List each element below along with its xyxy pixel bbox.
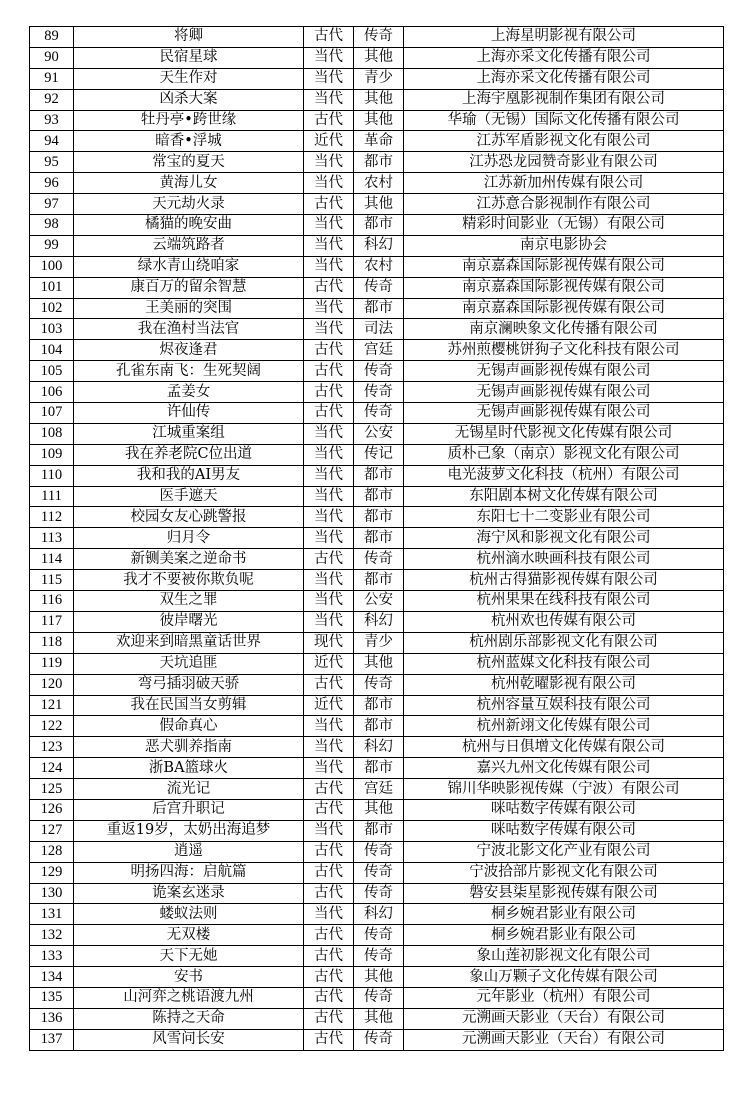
company-cell: 无锡声画影视传媒有限公司 [404, 403, 724, 424]
company-cell: 电光菠萝文化科技（杭州）有限公司 [404, 465, 724, 486]
company-cell: 杭州古得猫影视传媒有限公司 [404, 570, 724, 591]
company-cell: 杭州乾曜影视有限公司 [404, 674, 724, 695]
genre-cell: 其他 [354, 1008, 404, 1029]
row-number-cell: 137 [30, 1029, 74, 1050]
drama-title-cell: 浙BA篮球火 [74, 758, 304, 779]
row-number-cell: 109 [30, 444, 74, 465]
table-row [30, 674, 724, 695]
genre-cell: 传奇 [354, 277, 404, 298]
company-cell: 锦川华映影视传媒（宁波）有限公司 [404, 779, 724, 800]
drama-title-cell: 欢迎来到暗黑童话世界 [74, 632, 304, 653]
row-number-cell: 106 [30, 382, 74, 403]
era-cell: 古代 [304, 862, 354, 883]
genre-cell: 传奇 [354, 1029, 404, 1050]
drama-title-cell: 新铡美案之逆命书 [74, 549, 304, 570]
genre-cell: 都市 [354, 298, 404, 319]
era-cell: 当代 [304, 47, 354, 68]
era-cell: 当代 [304, 591, 354, 612]
company-cell: 江苏意合影视制作有限公司 [404, 194, 724, 215]
table-row [30, 319, 724, 340]
era-cell: 当代 [304, 215, 354, 236]
row-number-cell: 91 [30, 68, 74, 89]
row-number-cell: 93 [30, 110, 74, 131]
genre-cell: 都市 [354, 820, 404, 841]
company-cell: 南京澜映象文化传播有限公司 [404, 319, 724, 340]
row-number-cell: 114 [30, 549, 74, 570]
genre-cell: 传记 [354, 444, 404, 465]
row-number-cell: 113 [30, 528, 74, 549]
drama-title-cell: 重返19岁，太奶出海追梦 [74, 820, 304, 841]
company-cell: 咪咕数字传媒有限公司 [404, 820, 724, 841]
genre-cell: 其他 [354, 653, 404, 674]
genre-cell: 其他 [354, 799, 404, 820]
row-number-cell: 122 [30, 716, 74, 737]
row-number-cell: 134 [30, 967, 74, 988]
table-row [30, 820, 724, 841]
drama-title-cell: 民宿星球 [74, 47, 304, 68]
row-number-cell: 100 [30, 256, 74, 277]
row-number-cell: 135 [30, 987, 74, 1008]
era-cell: 现代 [304, 632, 354, 653]
table-row [30, 862, 724, 883]
drama-title-cell: 诡案玄迷录 [74, 883, 304, 904]
company-cell: 象山莲初影视文化有限公司 [404, 946, 724, 967]
company-cell: 桐乡婉君影业有限公司 [404, 904, 724, 925]
era-cell: 古代 [304, 27, 354, 48]
genre-cell: 科幻 [354, 611, 404, 632]
row-number-cell: 112 [30, 507, 74, 528]
table-row [30, 883, 724, 904]
company-cell: 杭州与日俱增文化传媒有限公司 [404, 737, 724, 758]
era-cell: 古代 [304, 549, 354, 570]
era-cell: 当代 [304, 152, 354, 173]
row-number-cell: 126 [30, 799, 74, 820]
table-row [30, 361, 724, 382]
company-cell: 无锡星时代影视文化传媒有限公司 [404, 423, 724, 444]
era-cell: 近代 [304, 131, 354, 152]
genre-cell: 传奇 [354, 549, 404, 570]
drama-title-cell: 许仙传 [74, 403, 304, 424]
drama-title-cell: 假命真心 [74, 716, 304, 737]
era-cell: 当代 [304, 423, 354, 444]
drama-title-cell: 常宝的夏天 [74, 152, 304, 173]
table-row [30, 528, 724, 549]
drama-title-cell: 后宫升职记 [74, 799, 304, 820]
genre-cell: 都市 [354, 215, 404, 236]
company-cell: 南京电影协会 [404, 235, 724, 256]
drama-title-cell: 将卿 [74, 27, 304, 48]
drama-title-cell: 明扬四海：启航篇 [74, 862, 304, 883]
row-number-cell: 115 [30, 570, 74, 591]
drama-title-cell: 弯弓插羽破天骄 [74, 674, 304, 695]
table-row [30, 695, 724, 716]
era-cell: 当代 [304, 486, 354, 507]
drama-title-cell: 天下无她 [74, 946, 304, 967]
drama-title-cell: 江城重案组 [74, 423, 304, 444]
company-cell: 杭州蓝媒文化科技有限公司 [404, 653, 724, 674]
row-number-cell: 136 [30, 1008, 74, 1029]
genre-cell: 青少 [354, 68, 404, 89]
drama-title-cell: 医手遮天 [74, 486, 304, 507]
genre-cell: 公安 [354, 423, 404, 444]
era-cell: 近代 [304, 653, 354, 674]
company-cell: 元溯画天影业（天台）有限公司 [404, 1029, 724, 1050]
table-row [30, 215, 724, 236]
table-row [30, 465, 724, 486]
row-number-cell: 101 [30, 277, 74, 298]
era-cell: 古代 [304, 841, 354, 862]
row-number-cell: 117 [30, 611, 74, 632]
table-row [30, 277, 724, 298]
table-row [30, 987, 724, 1008]
row-number-cell: 116 [30, 591, 74, 612]
table-row [30, 507, 724, 528]
row-number-cell: 119 [30, 653, 74, 674]
genre-cell: 都市 [354, 528, 404, 549]
era-cell: 当代 [304, 465, 354, 486]
table-row [30, 47, 724, 68]
row-number-cell: 123 [30, 737, 74, 758]
drama-title-cell: 天元劫火录 [74, 194, 304, 215]
drama-title-cell: 牡丹亭•跨世缘 [74, 110, 304, 131]
table-body [30, 27, 724, 1051]
genre-cell: 科幻 [354, 904, 404, 925]
table-row [30, 444, 724, 465]
table-row [30, 946, 724, 967]
company-cell: 杭州果果在线科技有限公司 [404, 591, 724, 612]
drama-title-cell: 流光记 [74, 779, 304, 800]
genre-cell: 都市 [354, 152, 404, 173]
company-cell: 宁波拾部片影视文化有限公司 [404, 862, 724, 883]
table-row [30, 131, 724, 152]
row-number-cell: 95 [30, 152, 74, 173]
company-cell: 杭州剧乐部影视文化有限公司 [404, 632, 724, 653]
table-row [30, 340, 724, 361]
company-cell: 东阳剧本树文化传媒有限公司 [404, 486, 724, 507]
company-cell: 苏州煎樱桃饼狗子文化科技有限公司 [404, 340, 724, 361]
genre-cell: 宫廷 [354, 779, 404, 800]
row-number-cell: 130 [30, 883, 74, 904]
era-cell: 当代 [304, 235, 354, 256]
row-number-cell: 103 [30, 319, 74, 340]
table-row [30, 1029, 724, 1050]
drama-title-cell: 王美丽的突围 [74, 298, 304, 319]
genre-cell: 青少 [354, 632, 404, 653]
era-cell: 古代 [304, 277, 354, 298]
era-cell: 古代 [304, 361, 354, 382]
table-row [30, 799, 724, 820]
row-number-cell: 125 [30, 779, 74, 800]
genre-cell: 传奇 [354, 382, 404, 403]
table-row [30, 173, 724, 194]
table-row [30, 841, 724, 862]
company-cell: 华瑜（无锡）国际文化传播有限公司 [404, 110, 724, 131]
era-cell: 当代 [304, 758, 354, 779]
era-cell: 古代 [304, 925, 354, 946]
row-number-cell: 94 [30, 131, 74, 152]
drama-title-cell: 风雪问长安 [74, 1029, 304, 1050]
drama-title-cell: 我在养老院C位出道 [74, 444, 304, 465]
drama-title-cell: 康百万的留余智慧 [74, 277, 304, 298]
drama-title-cell: 烬夜逢君 [74, 340, 304, 361]
row-number-cell: 104 [30, 340, 74, 361]
genre-cell: 传奇 [354, 987, 404, 1008]
company-cell: 上海星明影视有限公司 [404, 27, 724, 48]
drama-title-cell: 我和我的AI男友 [74, 465, 304, 486]
genre-cell: 农村 [354, 256, 404, 277]
era-cell: 当代 [304, 173, 354, 194]
row-number-cell: 120 [30, 674, 74, 695]
company-cell: 南京嘉森国际影视传媒有限公司 [404, 298, 724, 319]
company-cell: 宁波北影文化产业有限公司 [404, 841, 724, 862]
genre-cell: 都市 [354, 507, 404, 528]
era-cell: 古代 [304, 110, 354, 131]
company-cell: 海宁风和影视文化有限公司 [404, 528, 724, 549]
drama-title-cell: 我才不要被你欺负呢 [74, 570, 304, 591]
company-cell: 江苏军盾影视文化有限公司 [404, 131, 724, 152]
era-cell: 当代 [304, 820, 354, 841]
era-cell: 当代 [304, 716, 354, 737]
era-cell: 当代 [304, 507, 354, 528]
genre-cell: 都市 [354, 758, 404, 779]
company-cell: 杭州新翊文化传媒有限公司 [404, 716, 724, 737]
company-cell: 咪咕数字传媒有限公司 [404, 799, 724, 820]
company-cell: 无锡声画影视传媒有限公司 [404, 382, 724, 403]
drama-title-cell: 校园女友心跳警报 [74, 507, 304, 528]
table-row [30, 967, 724, 988]
era-cell: 当代 [304, 256, 354, 277]
table-row [30, 737, 724, 758]
genre-cell: 传奇 [354, 883, 404, 904]
drama-title-cell: 恶犬驯养指南 [74, 737, 304, 758]
drama-title-cell: 绿水青山绕咱家 [74, 256, 304, 277]
company-cell: 元年影业（杭州）有限公司 [404, 987, 724, 1008]
drama-title-cell: 双生之罪 [74, 591, 304, 612]
era-cell: 当代 [304, 298, 354, 319]
table-row [30, 68, 724, 89]
genre-cell: 传奇 [354, 403, 404, 424]
era-cell: 古代 [304, 946, 354, 967]
row-number-cell: 105 [30, 361, 74, 382]
era-cell: 当代 [304, 68, 354, 89]
era-cell: 古代 [304, 194, 354, 215]
drama-title-cell: 安书 [74, 967, 304, 988]
drama-title-cell: 天坑追匪 [74, 653, 304, 674]
table-row [30, 632, 724, 653]
row-number-cell: 89 [30, 27, 74, 48]
drama-title-cell: 凶杀大案 [74, 89, 304, 110]
row-number-cell: 99 [30, 235, 74, 256]
company-cell: 上海亦采文化传播有限公司 [404, 68, 724, 89]
genre-cell: 公安 [354, 591, 404, 612]
row-number-cell: 107 [30, 403, 74, 424]
row-number-cell: 124 [30, 758, 74, 779]
era-cell: 古代 [304, 799, 354, 820]
genre-cell: 都市 [354, 716, 404, 737]
genre-cell: 传奇 [354, 674, 404, 695]
era-cell: 当代 [304, 528, 354, 549]
drama-registry-table [29, 26, 724, 1051]
genre-cell: 农村 [354, 173, 404, 194]
row-number-cell: 108 [30, 423, 74, 444]
drama-title-cell: 黄海儿女 [74, 173, 304, 194]
table-row [30, 235, 724, 256]
drama-title-cell: 蝼蚁法则 [74, 904, 304, 925]
table-row [30, 194, 724, 215]
company-cell: 象山万颗子文化传媒有限公司 [404, 967, 724, 988]
row-number-cell: 129 [30, 862, 74, 883]
table-row [30, 758, 724, 779]
company-cell: 杭州欢也传媒有限公司 [404, 611, 724, 632]
table-row [30, 89, 724, 110]
company-cell: 嘉兴九州文化传媒有限公司 [404, 758, 724, 779]
era-cell: 当代 [304, 611, 354, 632]
era-cell: 古代 [304, 674, 354, 695]
era-cell: 古代 [304, 1008, 354, 1029]
drama-title-cell: 归月令 [74, 528, 304, 549]
drama-title-cell: 孟姜女 [74, 382, 304, 403]
row-number-cell: 110 [30, 465, 74, 486]
row-number-cell: 127 [30, 820, 74, 841]
drama-title-cell: 孔雀东南飞：生死契阔 [74, 361, 304, 382]
genre-cell: 都市 [354, 465, 404, 486]
genre-cell: 科幻 [354, 235, 404, 256]
table-row [30, 382, 724, 403]
era-cell: 古代 [304, 883, 354, 904]
genre-cell: 宫廷 [354, 340, 404, 361]
drama-title-cell: 暗香•浮城 [74, 131, 304, 152]
company-cell: 南京嘉森国际影视传媒有限公司 [404, 256, 724, 277]
row-number-cell: 128 [30, 841, 74, 862]
row-number-cell: 102 [30, 298, 74, 319]
table-row [30, 403, 724, 424]
company-cell: 桐乡婉君影业有限公司 [404, 925, 724, 946]
era-cell: 古代 [304, 1029, 354, 1050]
genre-cell: 传奇 [354, 862, 404, 883]
table-row [30, 298, 724, 319]
row-number-cell: 111 [30, 486, 74, 507]
table-row [30, 152, 724, 173]
row-number-cell: 131 [30, 904, 74, 925]
genre-cell: 其他 [354, 194, 404, 215]
row-number-cell: 90 [30, 47, 74, 68]
genre-cell: 科幻 [354, 737, 404, 758]
genre-cell: 都市 [354, 486, 404, 507]
row-number-cell: 98 [30, 215, 74, 236]
row-number-cell: 118 [30, 632, 74, 653]
genre-cell: 都市 [354, 695, 404, 716]
table-row [30, 716, 724, 737]
company-cell: 磐安县柒星影视传媒有限公司 [404, 883, 724, 904]
table-row [30, 570, 724, 591]
era-cell: 古代 [304, 382, 354, 403]
row-number-cell: 133 [30, 946, 74, 967]
drama-title-cell: 天生作对 [74, 68, 304, 89]
era-cell: 当代 [304, 319, 354, 340]
era-cell: 近代 [304, 695, 354, 716]
era-cell: 古代 [304, 340, 354, 361]
table-row [30, 591, 724, 612]
company-cell: 东阳七十二变影业有限公司 [404, 507, 724, 528]
table-row [30, 611, 724, 632]
genre-cell: 传奇 [354, 946, 404, 967]
era-cell: 当代 [304, 570, 354, 591]
drama-title-cell: 山河弈之桃语渡九州 [74, 987, 304, 1008]
table-row [30, 549, 724, 570]
table-row [30, 27, 724, 48]
company-cell: 质朴己象（南京）影视文化有限公司 [404, 444, 724, 465]
genre-cell: 传奇 [354, 27, 404, 48]
table-row [30, 1008, 724, 1029]
drama-title-cell: 陈持之天命 [74, 1008, 304, 1029]
era-cell: 当代 [304, 89, 354, 110]
era-cell: 当代 [304, 904, 354, 925]
drama-title-cell: 无双楼 [74, 925, 304, 946]
table-row [30, 925, 724, 946]
genre-cell: 其他 [354, 47, 404, 68]
genre-cell: 传奇 [354, 361, 404, 382]
era-cell: 当代 [304, 737, 354, 758]
drama-title-cell: 橘猫的晚安曲 [74, 215, 304, 236]
genre-cell: 司法 [354, 319, 404, 340]
table-row [30, 256, 724, 277]
era-cell: 当代 [304, 444, 354, 465]
drama-title-cell: 逍遥 [74, 841, 304, 862]
drama-title-cell: 云端筑路者 [74, 235, 304, 256]
company-cell: 杭州滴水映画科技有限公司 [404, 549, 724, 570]
genre-cell: 传奇 [354, 925, 404, 946]
genre-cell: 都市 [354, 570, 404, 591]
era-cell: 古代 [304, 779, 354, 800]
table-row [30, 423, 724, 444]
table-row [30, 486, 724, 507]
genre-cell: 传奇 [354, 841, 404, 862]
era-cell: 古代 [304, 967, 354, 988]
table-row [30, 904, 724, 925]
row-number-cell: 132 [30, 925, 74, 946]
company-cell: 无锡声画影视传媒有限公司 [404, 361, 724, 382]
company-cell: 元溯画天影业（天台）有限公司 [404, 1008, 724, 1029]
company-cell: 精彩时间影业（无锡）有限公司 [404, 215, 724, 236]
company-cell: 江苏恐龙园赞奇影业有限公司 [404, 152, 724, 173]
era-cell: 古代 [304, 403, 354, 424]
company-cell: 杭州容量互娱科技有限公司 [404, 695, 724, 716]
table-row [30, 653, 724, 674]
genre-cell: 其他 [354, 89, 404, 110]
genre-cell: 其他 [354, 967, 404, 988]
row-number-cell: 121 [30, 695, 74, 716]
era-cell: 古代 [304, 987, 354, 1008]
company-cell: 上海宇凰影视制作集团有限公司 [404, 89, 724, 110]
drama-title-cell: 我在渔村当法官 [74, 319, 304, 340]
row-number-cell: 92 [30, 89, 74, 110]
drama-title-cell: 彼岸曙光 [74, 611, 304, 632]
row-number-cell: 97 [30, 194, 74, 215]
genre-cell: 其他 [354, 110, 404, 131]
genre-cell: 革命 [354, 131, 404, 152]
company-cell: 江苏新加州传媒有限公司 [404, 173, 724, 194]
company-cell: 南京嘉森国际影视传媒有限公司 [404, 277, 724, 298]
company-cell: 上海亦采文化传播有限公司 [404, 47, 724, 68]
row-number-cell: 96 [30, 173, 74, 194]
drama-title-cell: 我在民国当女剪辑 [74, 695, 304, 716]
table-row [30, 779, 724, 800]
table-row [30, 110, 724, 131]
